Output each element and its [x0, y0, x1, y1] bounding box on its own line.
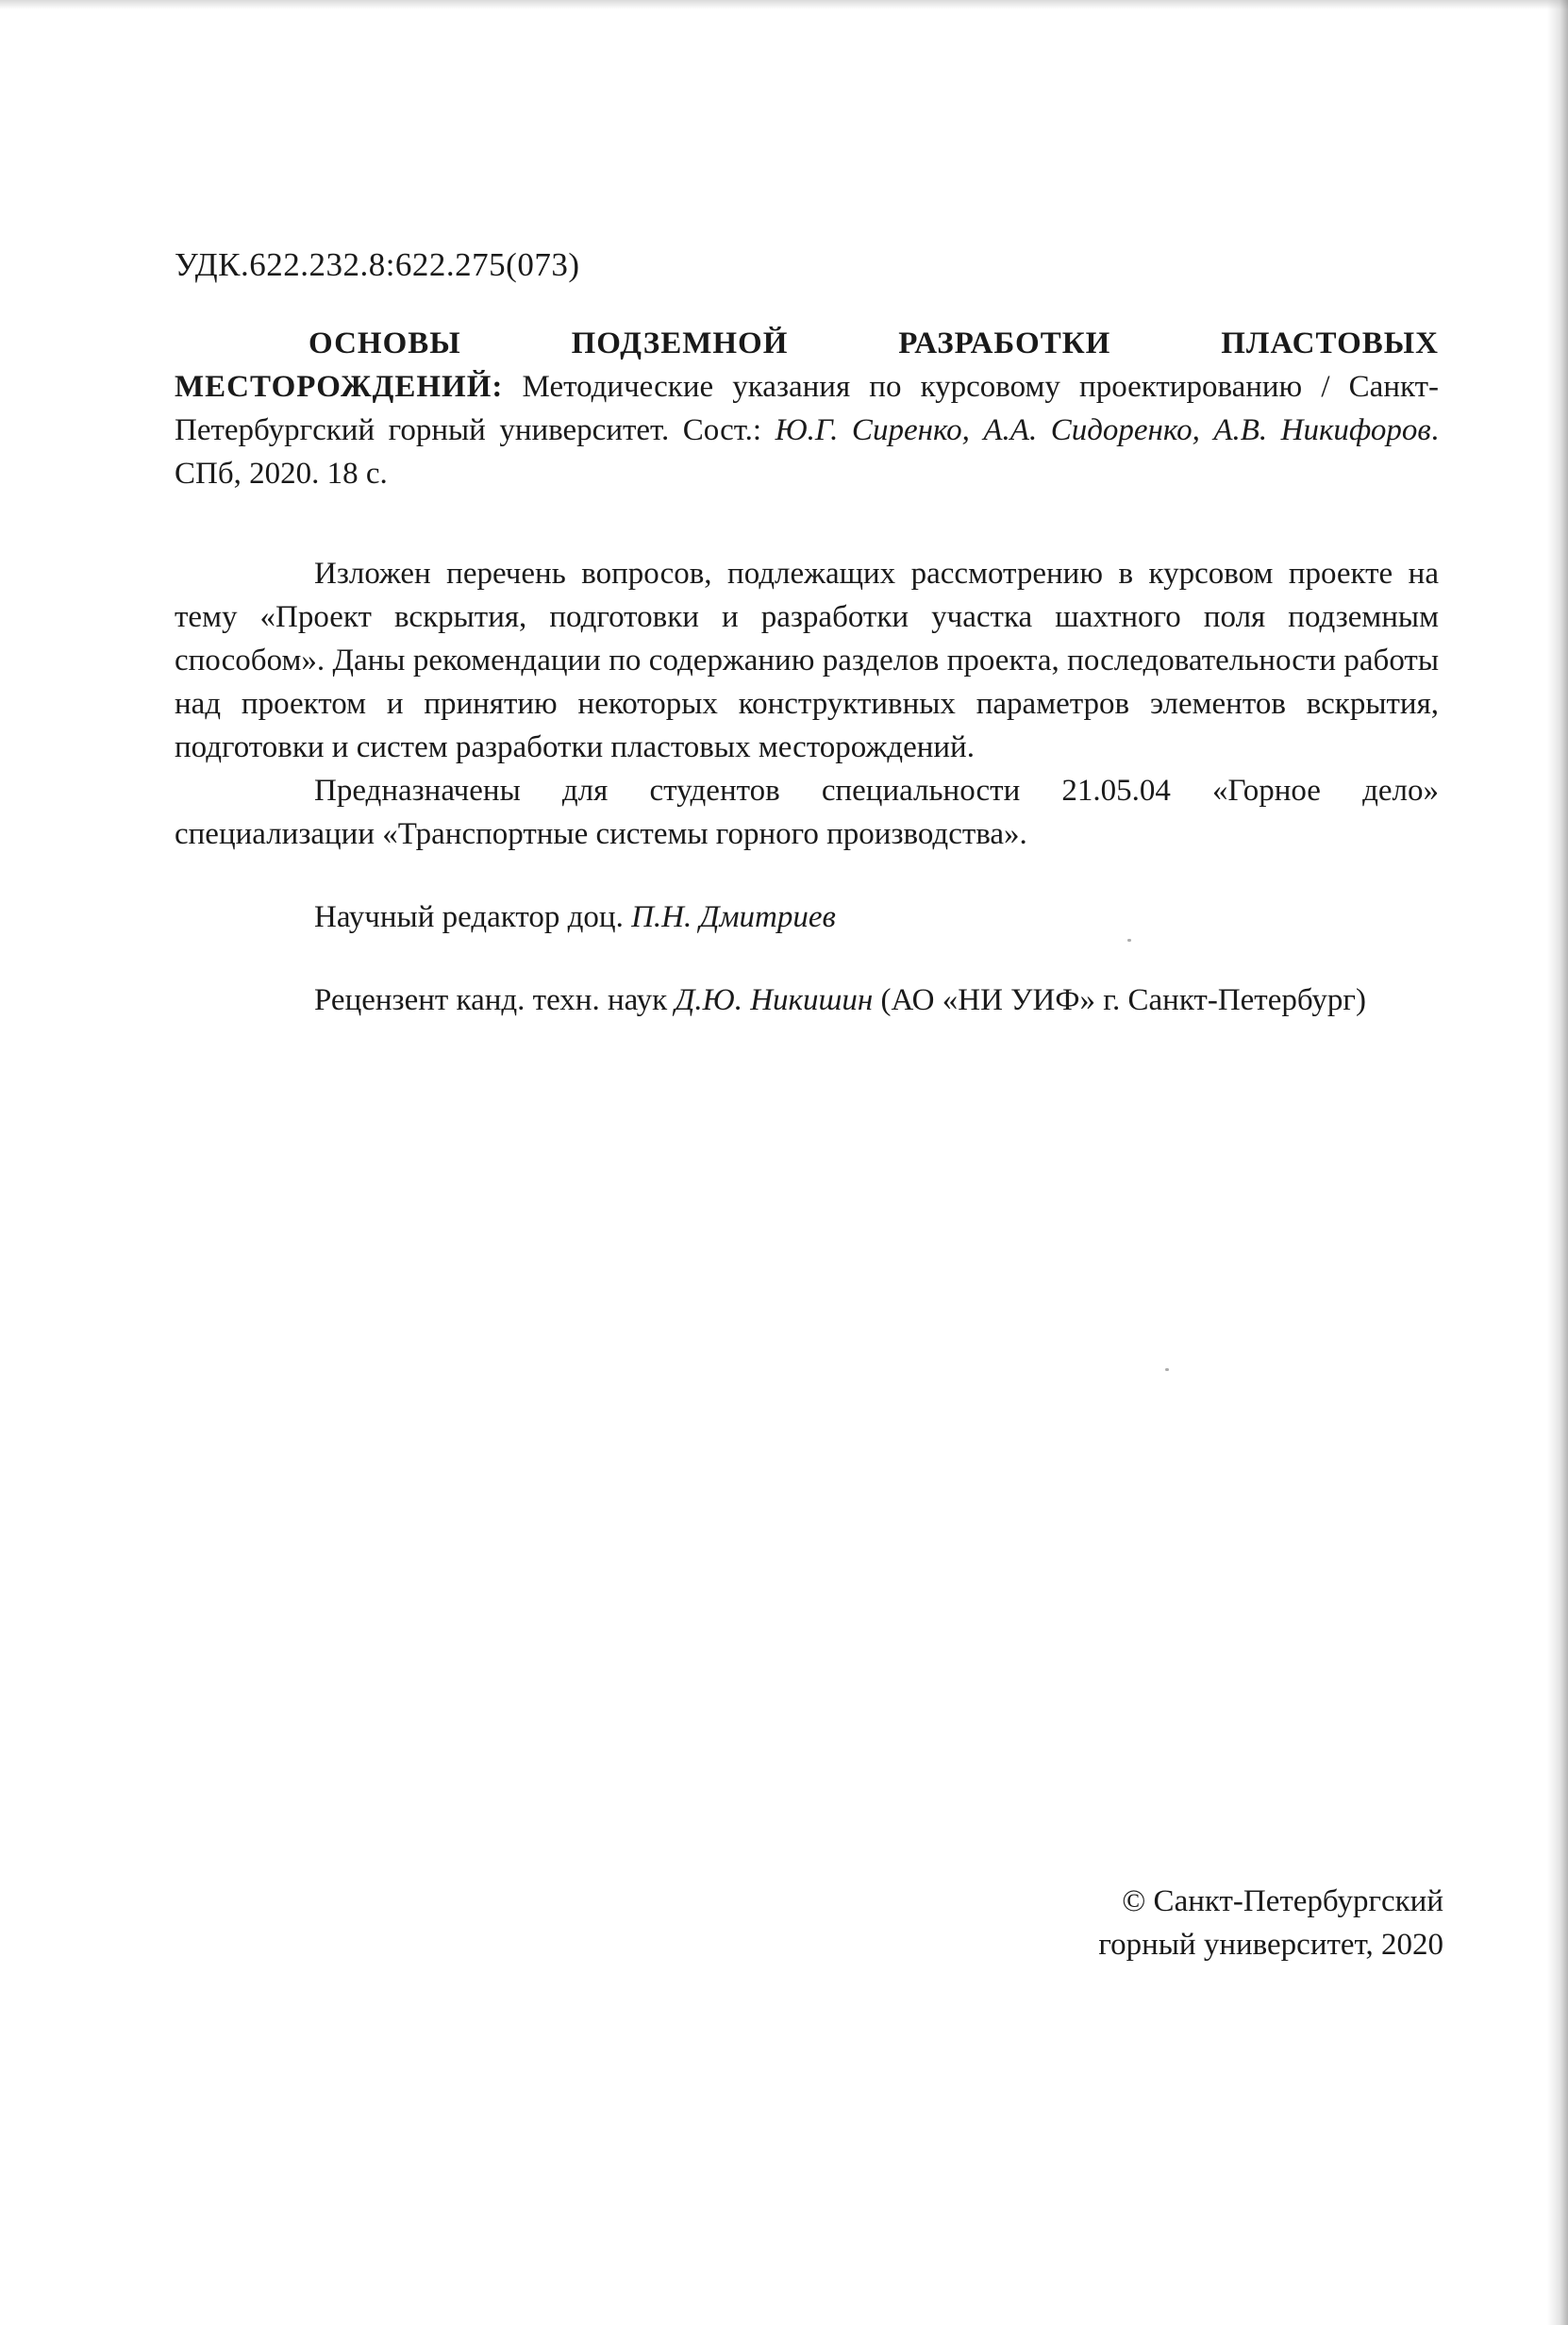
bibliographic-record — [175, 322, 1439, 495]
reviewer — [175, 979, 1439, 1022]
book-publication: . СПб, 2020. 18 с. — [175, 413, 1439, 491]
audience-paragraph: Предназначены для студентов специальности 21.05.04 «Горное дело» специализации «Транспортные системы горного производства». — [175, 774, 1439, 851]
scientific-editor — [175, 895, 1439, 939]
annotation-paragraph: Изложен перечень вопросов, подлежащих рассмотрению в курсовом проекте на тему «Проект вскрытия, подготовки и разработки участка шахтного поля подземным способом». Даны рекомендации по содержанию разделов проекта, последовательности работы над проектом и принятию некоторых конструктивных параметров элементов вскрытия, подготовки и систем разработки пластовых месторождений. — [175, 557, 1439, 764]
book-description: Методические указания по курсовому проектированию / Санкт-Петербургский горный университет. Сост.: — [175, 370, 1439, 447]
scan-speck — [1165, 1368, 1169, 1371]
scan-shadow-top — [0, 0, 1568, 9]
reviewer-name: Д.Ю. Никишин — [675, 983, 874, 1017]
reviewer-label: Рецензент канд. техн. наук — [314, 983, 676, 1017]
copyright-notice — [1019, 1880, 1443, 1966]
copyright-line-2: горный университет, 2020 — [1098, 1928, 1443, 1962]
book-title: ОСНОВЫ ПОДЗЕМНОЙ РАЗРАБОТКИ ПЛАСТОВЫХ МЕСТОРОЖДЕНИЙ: — [175, 326, 1439, 404]
reviewer-affiliation: (АО «НИ УИФ» г. Санкт-Петербург) — [873, 983, 1366, 1017]
editor-label: Научный редактор доц. — [314, 900, 632, 934]
scan-shadow-right — [1547, 0, 1568, 2325]
udk-code: УДК.622.232.8:622.275(073) — [175, 246, 580, 283]
copyright-line-1: © Санкт-Петербургский — [1122, 1884, 1443, 1918]
document-page — [175, 243, 1439, 1022]
book-authors: Ю.Г. Сиренко, А.А. Сидоренко, А.В. Никифоров — [775, 413, 1431, 447]
editor-name: П.Н. Дмитриев — [631, 900, 836, 934]
